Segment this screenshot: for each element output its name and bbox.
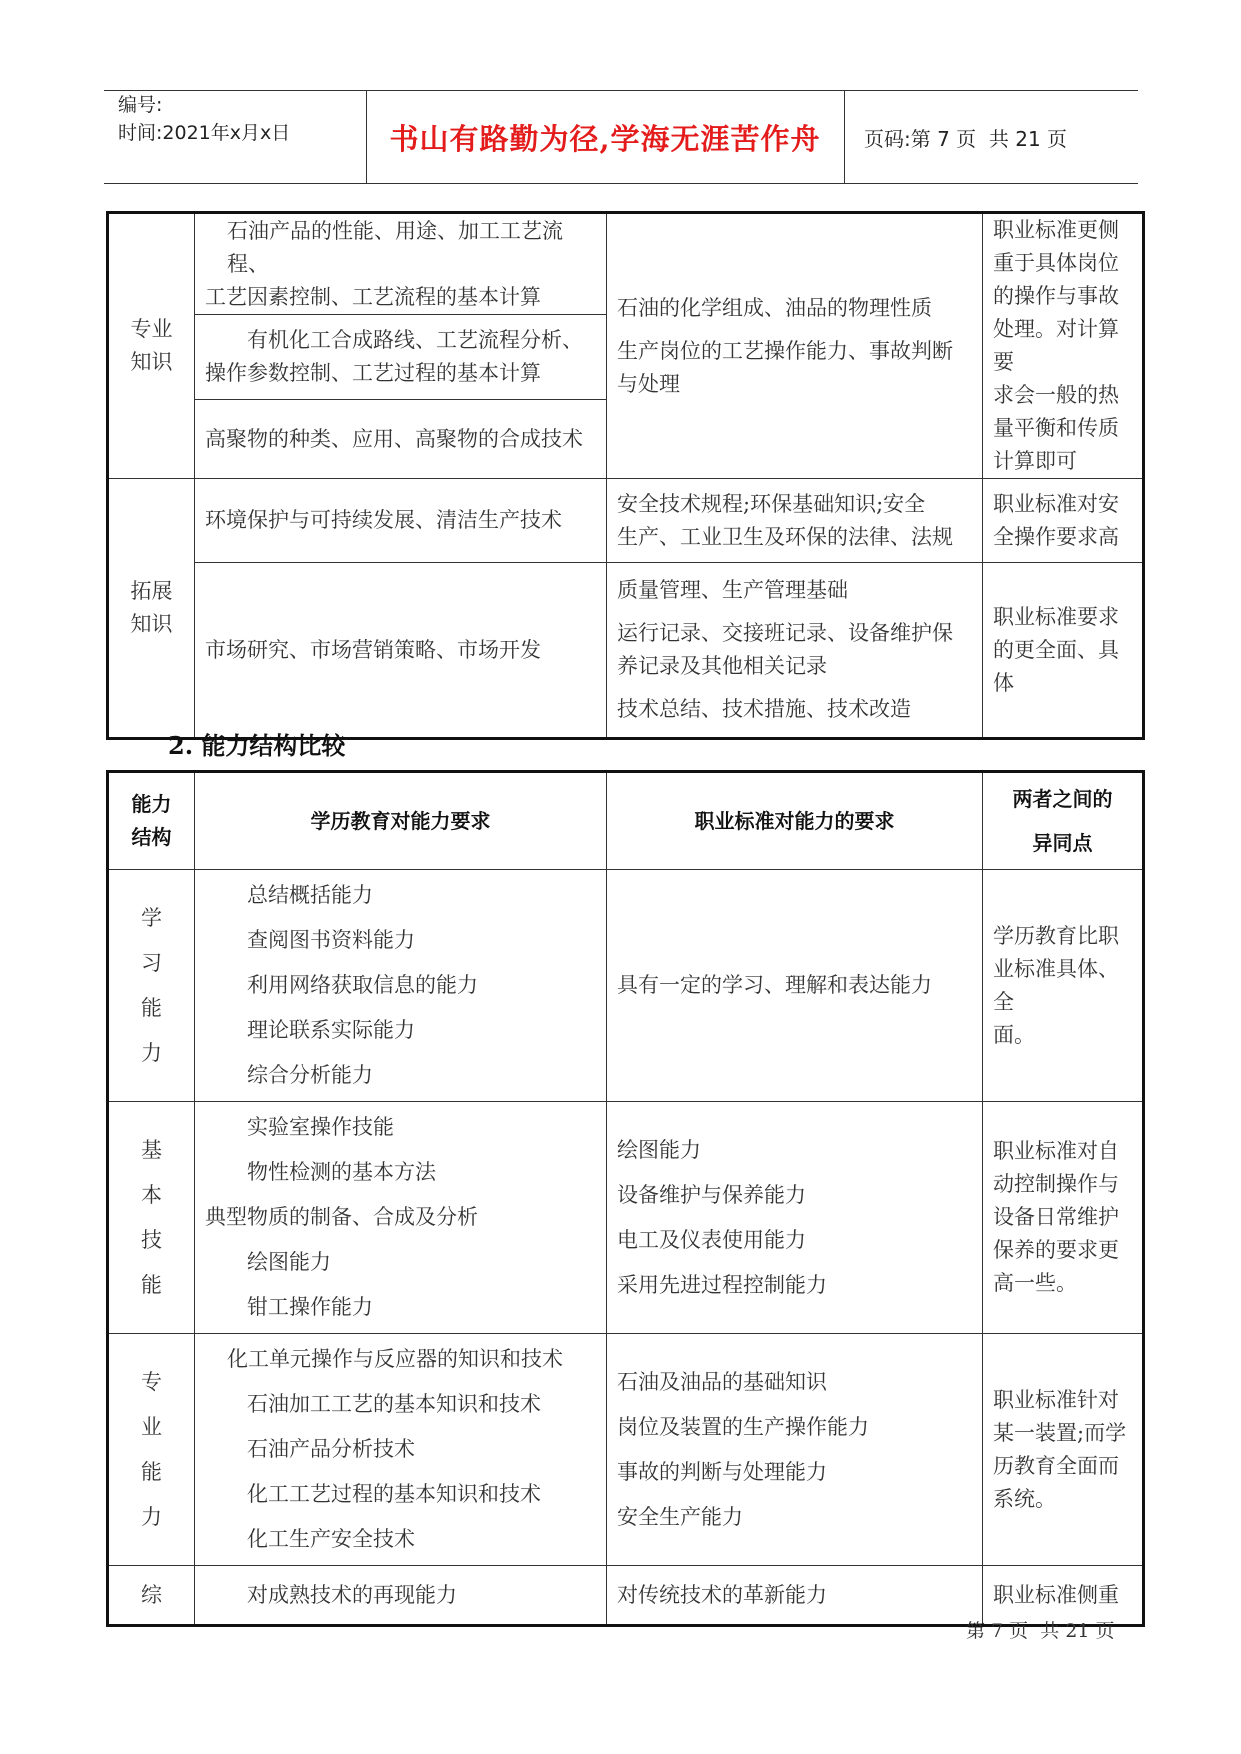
- category-learning-ability: 学 习 能 力: [108, 870, 195, 1102]
- category-professional-ability: 专 业 能 力: [108, 1334, 195, 1566]
- header-meta: [118, 91, 290, 147]
- header-differences: 两者之间的 异同点: [983, 772, 1144, 870]
- header-divider: [844, 91, 845, 183]
- page-header: [104, 90, 1138, 184]
- header-motto: 书山有路勤为径,学海无涯苦作舟: [389, 121, 821, 156]
- edu-cell: 总结概括能力 查阅图书资料能力 利用网络获取信息的能力 理论联系实际能力 综合分析能力: [195, 870, 607, 1102]
- edu-cell: 市场研究、市场营销策略、市场开发: [195, 563, 607, 739]
- header-number-label: 编号:: [118, 94, 163, 116]
- edu-cell: 实验室操作技能 物性检测的基本方法 典型物质的制备、合成及分析 绘图能力 钳工操作能力: [195, 1102, 607, 1334]
- std-cell: 石油的化学组成、油品的物理性质 生产岗位的工艺操作能力、事故判断 与处理: [607, 213, 983, 479]
- std-cell: 质量管理、生产管理基础 运行记录、交接班记录、设备维护保 养记录及其他相关记录 技术总结、技术措施、技术改造: [607, 563, 983, 739]
- std-cell: 安全技术规程;环保基础知识;安全 生产、工业卫生及环保的法律、法规: [607, 479, 983, 563]
- edu-cell: 高聚物的种类、应用、高聚物的合成技术: [195, 400, 607, 479]
- diff-cell: 职业标准对安 全操作要求高: [983, 479, 1144, 563]
- header-ability-structure: 能力 结构: [108, 772, 195, 870]
- diff-cell: 职业标准对自 动控制操作与 设备日常维护 保养的要求更 高一些。: [983, 1102, 1144, 1334]
- diff-cell: 职业标准侧重: [983, 1566, 1144, 1626]
- edu-cell: 对成熟技术的再现能力: [195, 1566, 607, 1626]
- category-extended-knowledge: 拓展 知识: [108, 479, 195, 739]
- std-cell: 具有一定的学习、理解和表达能力: [607, 870, 983, 1102]
- std-cell: 绘图能力 设备维护与保养能力 电工及仪表使用能力 采用先进过程控制能力: [607, 1102, 983, 1334]
- ability-table: [106, 770, 1145, 1627]
- header-std-requirements: 职业标准对能力的要求: [607, 772, 983, 870]
- std-cell: 对传统技术的革新能力: [607, 1566, 983, 1626]
- category-professional-knowledge: 专业 知识: [108, 213, 195, 479]
- category-comprehensive-ability: 综: [108, 1566, 195, 1626]
- header-page-info: 页码:第 7 页 共 21 页: [864, 126, 1068, 151]
- edu-cell: 化工单元操作与反应器的知识和技术 石油加工工艺的基本知识和技术 石油产品分析技术 化工工艺过程的基本知识和技术 化工生产安全技术: [195, 1334, 607, 1566]
- diff-cell: 学历教育比职 业标准具体、全 面。: [983, 870, 1144, 1102]
- section-title: 2. 能力结构比较: [168, 731, 346, 760]
- page-footer: 第 7 页 共 21 页: [966, 1620, 1115, 1642]
- category-basic-skills: 基 本 技 能: [108, 1102, 195, 1334]
- knowledge-table: [106, 211, 1145, 740]
- edu-cell: 石油产品的性能、用途、加工工艺流程、 工艺因素控制、工艺流程的基本计算: [195, 213, 607, 315]
- edu-cell: 环境保护与可持续发展、清洁生产技术: [195, 479, 607, 563]
- diff-cell: 职业标准要求 的更全面、具体: [983, 563, 1144, 739]
- edu-cell: 有机化工合成路线、工艺流程分析、 操作参数控制、工艺过程的基本计算: [195, 315, 607, 400]
- header-time-label: 时间:2021年x月x日: [118, 122, 291, 144]
- header-edu-requirements: 学历教育对能力要求: [195, 772, 607, 870]
- diff-cell: 职业标准针对 某一装置;而学 历教育全面而 系统。: [983, 1334, 1144, 1566]
- diff-cell: 职业标准更侧 重于具体岗位 的操作与事故 处理。对计算要 求会一般的热 量平衡和传质 计算即可: [983, 213, 1144, 479]
- std-cell: 石油及油品的基础知识 岗位及装置的生产操作能力 事故的判断与处理能力 安全生产能力: [607, 1334, 983, 1566]
